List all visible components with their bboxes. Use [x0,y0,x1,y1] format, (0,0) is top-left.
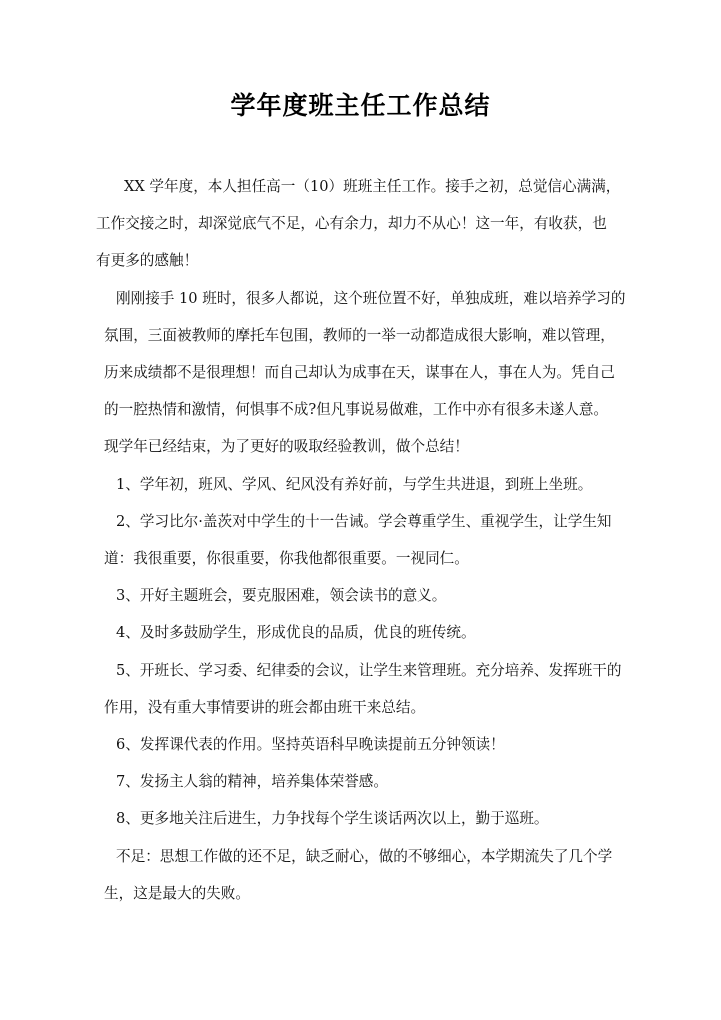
list-item-8 [110,800,615,837]
text-line: 工作交接之时，却深觉底气不足，心有余力，却力不从心！这一年，有收获，也 [96,215,607,233]
list-item-5 [104,652,622,726]
text-line: 4、及时多鼓励学生，形成优良的品质，优良的班传统。 [116,624,476,642]
text-line: 道：我很重要，你很重要，你我他都很重要。一视同仁。 [104,550,469,568]
document-title: 学年度班主任工作总结 [230,91,491,120]
list-item-4 [110,614,615,651]
list-item-1 [110,466,615,503]
text-line: 现学年已经结束，为了更好的吸取经验教训，做个总结！ [104,438,469,456]
text-line: 氛围，三面被教师的摩托车包围，教师的一举一动都造成很大影响，难以管理， [104,326,615,344]
text-line: 的一腔热情和激情，何惧事不成?但凡事说易做难，工作中亦有很多未遂人意。 [104,401,609,419]
text-line: 7、发扬主人翁的精神，培养集体荣誉感。 [116,773,388,791]
text-line: 作用，没有重大事情要讲的班会都由班干来总结。 [104,698,426,716]
document-body [96,168,626,912]
text-line: 不足：思想工作做的还不足，缺乏耐心，做的不够细心，本学期流失了几个学 [116,847,613,865]
list-item-3 [110,577,615,614]
paragraph-intro [96,168,621,280]
text-line: 6、发挥课代表的作用。坚持英语科早晚读提前五分钟领读！ [116,736,505,754]
text-line: 生，这是最大的失败。 [104,884,250,902]
text-line: 刚刚接手 10 班时，很多人都说，这个班位置不好，单独成班，难以培养学习的 [116,289,626,307]
list-item-7 [110,763,615,800]
paragraph-shortcomings [104,838,615,912]
text-line: 历来成绩都不是很理想！而自己却认为成事在天，谋事在人，事在人为。凭自己 [104,364,615,382]
text-line: XX 学年度，本人担任高一（10）班班主任工作。接手之初，总觉信心满满， [124,178,621,195]
text-line: 1、学年初，班风、学风、纪风没有养好前，与学生共进退，到班上坐班。 [116,475,593,493]
text-line: 5、开班长、学习委、纪律委的会议，让学生来管理班。充分培养、发挥班干的 [116,661,622,679]
list-item-6 [110,726,615,763]
list-item-2 [104,503,615,577]
text-line: 有更多的感触！ [96,252,199,270]
text-line: 3、开好主题班会，要克服困难，领会读书的意义。 [116,587,447,605]
text-line: 8、更多地关注后进生，力争找每个学生谈话两次以上，勤于巡班。 [116,810,549,828]
paragraph-background [104,280,626,466]
text-line: 2、学习比尔·盖茨对中学生的十一告诫。学会尊重学生、重视学生，让学生知 [116,512,612,530]
